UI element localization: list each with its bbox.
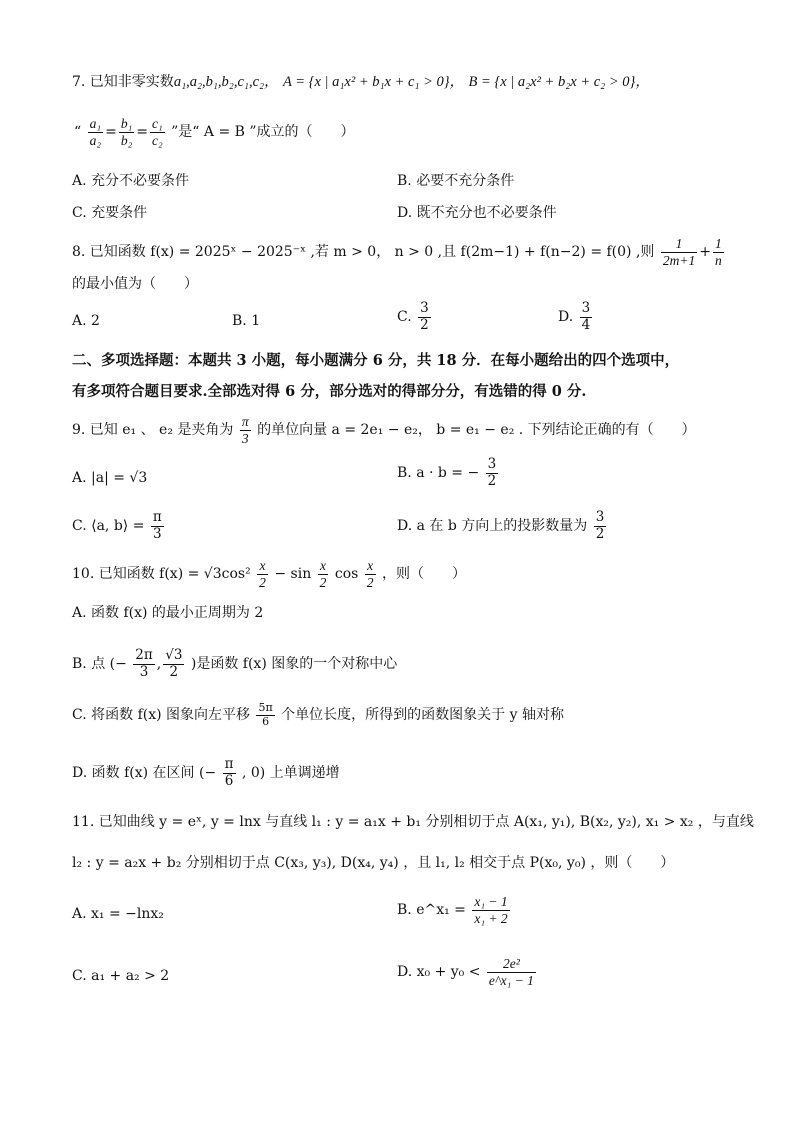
q10-frac-2: $\frac{x}{2}$ <box>319 558 327 590</box>
q10-option-b-frac-2: $\frac{√3}{2}$ <box>165 647 183 680</box>
q7-line2: “ $\frac{\text{a₁}}{\text{a₂}}$ = $\frac{\text{b₁}}{\text{b₂}}$ = $\frac{\text{c₁}}{\text{c₂}}$ ”是“ A = B ”成立的（ ） <box>74 116 355 148</box>
q10-stem: 10. 已知函数 f(x) = √3cos² $\frac{x}{2}$ − sin $\frac{x}{2}$ cos $\frac{x}{2}$ ，则（ ） <box>72 558 466 590</box>
q10-option-c-frac: $\frac{5\pi}{6}$ <box>258 701 273 728</box>
q7-set-a: A = {x | a₁x² + b₁x + c₁ > 0}， <box>283 74 465 90</box>
section2-heading-line1: 二、多项选择题：本题共 3 小题，每小题满分 6 分，共 18 分．在每小题给出的四个选项中， <box>72 352 680 369</box>
q11-option-b: B. e^x₁ = $\frac{\text{x₁ − 1}}{\text{x₁ + 2}}$ <box>397 894 508 926</box>
q10-option-b-frac-1: $\frac{2\pi}{3}$ <box>135 647 153 680</box>
q8-option-d: D. $\frac{3}{4}$ <box>558 300 591 333</box>
q11-option-d: D. x₀ + y₀ < $\frac{\text{2e²}}{\text{e\textasciicircum{}x₁ − 1}}$ <box>397 956 534 988</box>
q8-option-b: B. 1 <box>232 313 261 329</box>
q11-line2: l₂ : y = a₂x + b₂ 分别相切于点 C(x₃, y₃), D(x₄, y₄) ，且 l₁, l₂ 相交于点 P(x₀, y₀) ，则（ ） <box>72 855 675 871</box>
q9-option-c-frac: $\frac{\pi}{3}$ <box>152 509 162 542</box>
q10-option-d: D. 函数 f(x) 在区间 (− $\frac{\pi}{6}$ , 0) 上单调递增 <box>72 756 340 789</box>
q8-option-c-frac: $\frac{3}{2}$ <box>420 300 429 333</box>
q7-option-c: C. 充要条件 <box>72 205 148 221</box>
q9-option-c: C. ⟨a, b⟩ = $\frac{\pi}{3}$ <box>72 509 162 542</box>
q7-frac-a: $\frac{\text{a₁}}{\text{a₂}}$ <box>89 116 102 148</box>
section2-heading-line2: 有多项符合题目要求.全部选对得 6 分，部分选对的得部分分，有选错的得 0 分. <box>72 383 587 400</box>
q8-stem: 8. 已知函数 f(x) = 2025ˣ − 2025⁻ˣ ,若 m > 0， n > 0 ,且 f(2m−1) + f(n−2) = f(0) ,则 <box>72 244 655 261</box>
q9-option-d-frac: $\frac{3}{2}$ <box>595 509 605 542</box>
q9-angle-frac: $\frac{\pi}{3}$ <box>241 414 249 446</box>
q7-set-b: B = {x | a₂x² + b₂x + c₂ > 0}， <box>468 74 650 90</box>
q8-line1 <box>72 236 726 268</box>
q8-option-d-frac: $\frac{3}{4}$ <box>581 300 591 333</box>
q11-option-d-frac: $\frac{\text{2e²}}{\text{e\textasciicircum{}x₁ − 1}}$ <box>488 956 534 988</box>
q7-cond-close: ”是“ A = B ”成立的（ ） <box>171 124 355 141</box>
q10-option-b: B. 点 (− $\frac{2\pi}{3}$ , $\frac{√3}{2}$ )是函数 f(x) 图象的一个对称中心 <box>72 647 398 680</box>
q11-line1: 11. 已知曲线 y = eˣ, y = lnx 与直线 l₁ : y = a₁x + b₁ 分别相切于点 A(x₁, y₁), B(x₂, y₂), x₁ > x₂ ，与直线 <box>72 814 754 830</box>
q9-option-b: B. a · b = − $\frac{3}{2}$ <box>397 456 497 489</box>
q9-stem: 9. 已知 e₁ 、 e₂ 是夹角为 $\frac{\pi}{3}$ 的单位向量 a = 2e₁ − e₂， b = e₁ − e₂ . 下列结论正确的有（ ） <box>72 414 696 446</box>
q11-option-c: C. a₁ + a₂ > 2 <box>72 968 170 984</box>
q10-frac-3: $\frac{x}{2}$ <box>366 558 374 590</box>
q10-frac-1: $\frac{x}{2}$ <box>259 558 266 590</box>
q7-line1 <box>72 72 650 92</box>
q8-plus: + <box>699 244 711 261</box>
q7-option-a: A. 充分不必要条件 <box>72 173 190 189</box>
q7-frac-b: $\frac{\text{b₁}}{\text{b₂}}$ <box>120 116 133 148</box>
q7-frac-c: $\frac{\text{c₁}}{\text{c₂}}$ <box>152 116 163 148</box>
q7-stem: 7. 已知非零实数 <box>72 74 174 90</box>
q7-option-d: D. 既不充分也不必要条件 <box>397 205 557 221</box>
q9-option-d: D. a 在 b 方向上的投影数量为 $\frac{3}{2}$ <box>397 509 605 542</box>
q8-frac-b: $\frac{1}{n}$ <box>714 236 722 268</box>
q8-frac-a: $\frac{1}{2m+1}$ <box>662 236 696 268</box>
q10-option-d-frac: $\frac{\pi}{6}$ <box>224 756 234 789</box>
q7-option-b: B. 必要不充分条件 <box>397 173 515 189</box>
q10-option-c: C. 将函数 f(x) 图象向左平移 $\frac{5\pi}{6}$ 个单位长度，所得到的函数图象关于 y 轴对称 <box>72 701 564 728</box>
q9-option-b-frac: $\frac{3}{2}$ <box>487 456 497 489</box>
q11-option-a: A. x₁ = −lnx₂ <box>72 906 164 922</box>
q10-option-a: A. 函数 f(x) 的最小正周期为 2 <box>72 605 264 621</box>
q8-line2: 的最小值为（ ） <box>72 276 198 292</box>
q9-option-a: A. |a| = √3 <box>72 470 148 486</box>
q7-vars: a₁,a₂,b₁,b₂,c₁,c₂， <box>173 74 279 90</box>
q8-option-c: C. $\frac{3}{2}$ <box>397 300 429 333</box>
q7-cond-open: “ <box>74 124 82 141</box>
q11-option-b-frac: $\frac{\text{x₁ − 1}}{\text{x₁ + 2}}$ <box>474 894 508 926</box>
q8-option-a: A. 2 <box>72 313 100 329</box>
